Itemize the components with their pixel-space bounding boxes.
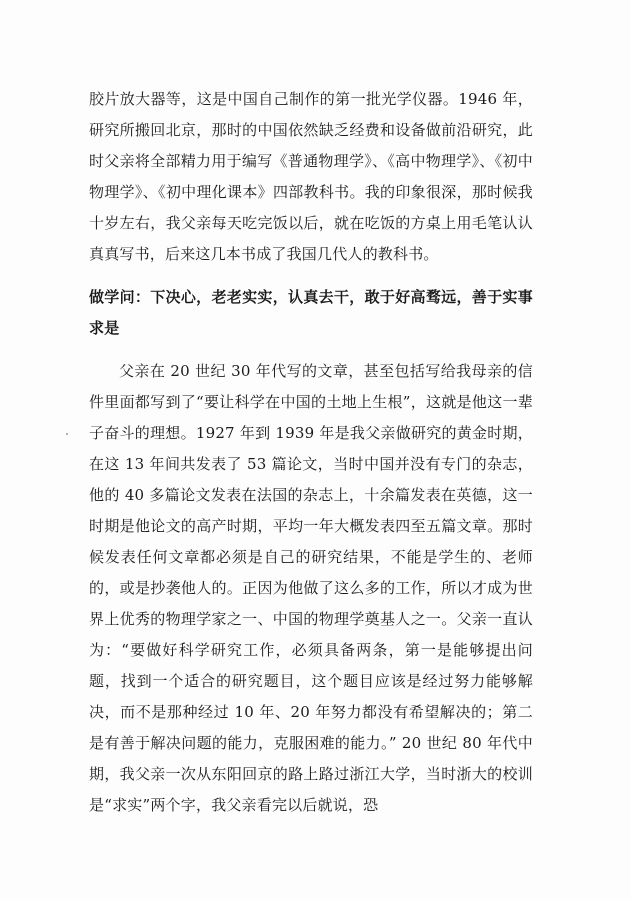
- section-heading: 做学问：下决心，老老实实，认真去干，敢于好高骛远，善于实事求是: [89, 288, 533, 337]
- paragraph-main: 父亲在 20 世纪 30 年代写的文章，甚至包括写给我母亲的信件里面都写到了“要让科学在中国的土地上生根”，这就是他这一辈子奋斗的理想。1927 年到 1939 年是我父亲做研究的黄金时期，在这 13 年间共发表了 53 篇论文，当时中国并没有专门的杂志，他的 40 多篇论文发表在法国的杂志上，十余篇发表在英德，这一时期是他论文的高产时期，平均一年大概发表四至五篇文章。那时候发表任何文章都必须是自己的研究结果，不能是学生的、老师的，或是抄袭他人的。正因为他做了这么多的工作，所以才成为世界上优秀的物理学家之一、中国的物理学奠基人之一。父亲一直认为：“要做好科学研究工作，必须具备两条，第一是能够提出问题，找到一个适合的研究题目，这个题目应该是经过努力能够解决，而不是那种经过 10 年、20 年努力都没有希望解决的；第二是有善于解决问题的能力，克服困难的能力。” 20 世纪 80 年代中期，我父亲一次从东阳回京的路上路过浙江大学，当时浙大的校训是“求实”两个字，我父亲看完以后就说，恐: [89, 362, 533, 814]
- document-body: [89, 84, 533, 821]
- paragraph-continued: 胶片放大器等，这是中国自己制作的第一批光学仪器。1946 年，研究所搬回北京，那时的中国依然缺乏经费和设备做前沿研究，此时父亲将全部精力用于编写《普通物理学》、《高中物理学》、《初中物理学》、《初中理化课本》四部教科书。我的印象很深，那时候我十岁左右，我父亲每天吃完饭以后，就在吃饭的方桌上用毛笔认认真真写书，后来这几本书成了我国几代人的教科书。: [89, 90, 533, 263]
- scan-speck: [66, 433, 68, 435]
